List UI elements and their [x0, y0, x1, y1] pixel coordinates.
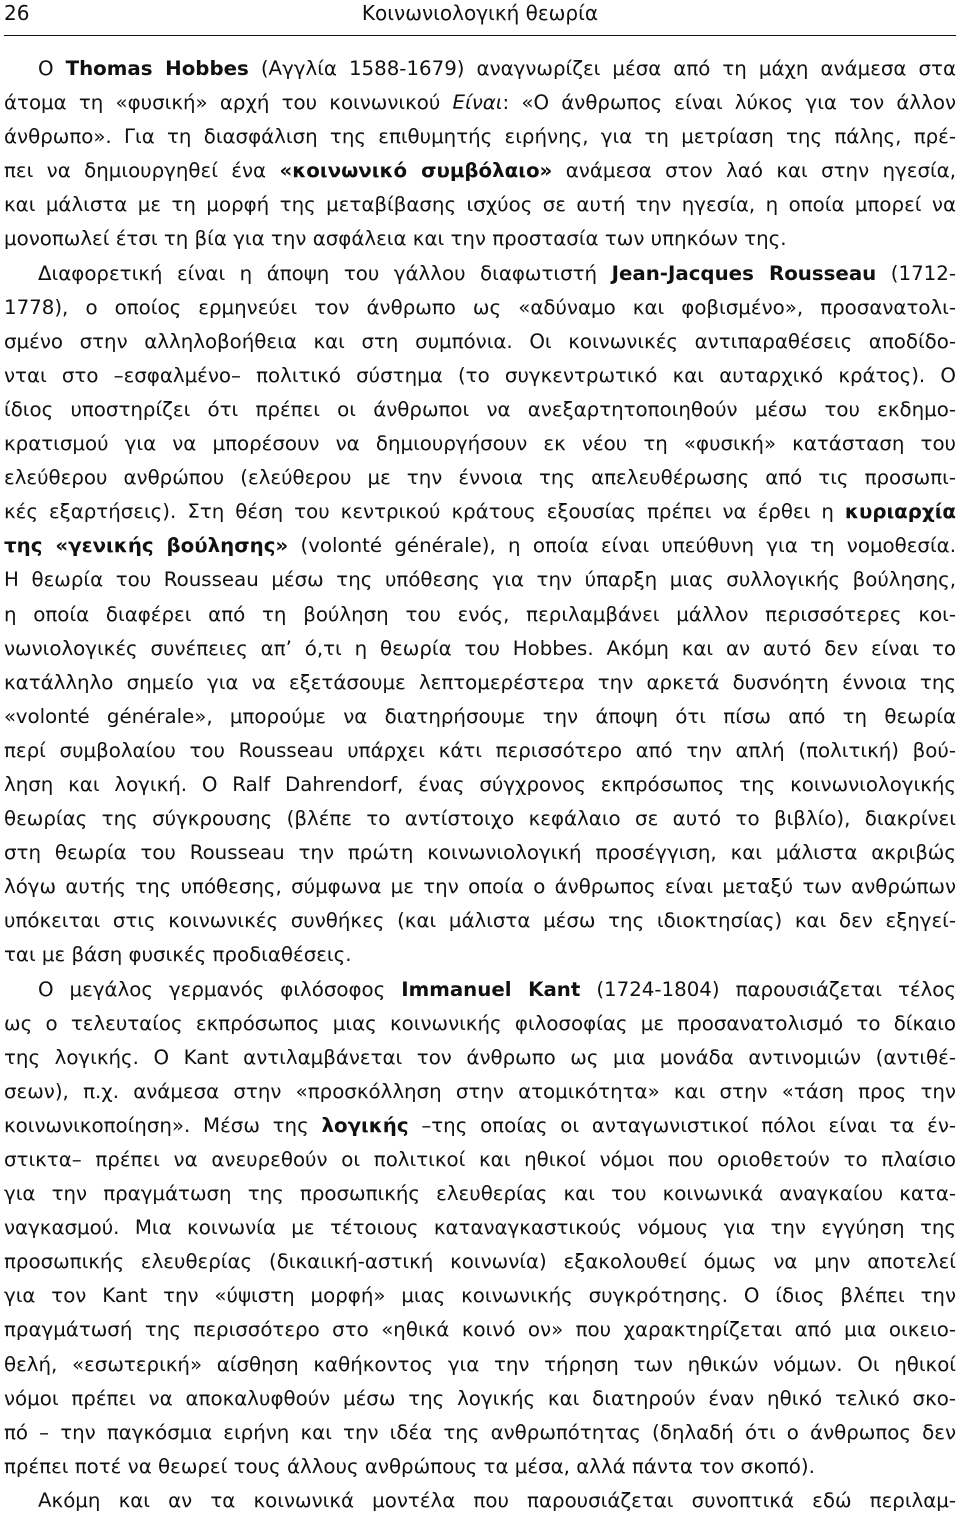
text-line [4, 257, 956, 291]
text-line [4, 1109, 956, 1143]
text-run: ανάμεσα στον λαό και στην ηγεσία, [552, 159, 957, 183]
text-line [4, 1348, 956, 1382]
text-run: η οποία διαφέρει από τη βούληση του ενός, περιλαμβάνει μάλλον περισσότερες κοι- [4, 602, 956, 626]
text-run: ναγκασμού. Μια κοινωνία με τέτοιους καταναγκαστικούς νόμους για την εγγύηση της [4, 1216, 956, 1240]
text-run: πό – την παγκόσμια ειρήνη και την ιδέα της ανθρωπότητας (δηλαδή ότι ο άνθρωπος δεν [4, 1420, 956, 1444]
text-line [4, 359, 956, 393]
page-number: 26 [4, 1, 30, 25]
text-run: για την πραγμάτωση της προσωπικής ελευθερίας και του κοινωνικά αναγκαίου κατα- [4, 1182, 956, 1206]
text-run: της λογικής. Ο Kant αντιλαμβάνεται τον άνθρωπο ως μια μονάδα αντινομιών (αντιθέ- [4, 1045, 956, 1069]
text-line [4, 802, 956, 836]
text-line [4, 86, 956, 120]
text-line [4, 1177, 956, 1211]
text-line [4, 188, 956, 222]
text-line [4, 222, 956, 256]
text-line [4, 1075, 956, 1109]
text-run: Ο μεγάλος γερμανός φιλόσοφος [38, 977, 402, 1001]
text-run: –της οποίας οι ανταγωνιστικοί πόλοι είναι τα έν- [408, 1113, 957, 1137]
text-line [4, 1382, 956, 1416]
text-line [4, 325, 956, 359]
page-header [4, 0, 956, 32]
text-line [4, 1211, 956, 1245]
bold-term: κυριαρχία [844, 500, 956, 524]
text-run: κατάλληλο σημείο για να εξετάσουμε λεπτομερέστερα την αρκετά δυσνόητη έννοια της [4, 670, 956, 694]
bold-term: Thomas Hobbes [65, 57, 249, 80]
text-run: : «Ο άνθρωπος είναι λύκος για τον άλλον [502, 91, 956, 115]
text-run: (Αγγλία 1588-1679) αναγνωρίζει μέσα από τη μάχη ανάμεσα στα [248, 57, 956, 80]
text-run: σμένο στην αλληλοβοήθεια και στη συμπόνια. Οι κοινωνικές αντιπαραθέσεις αποδίδο- [4, 329, 956, 353]
text-line [4, 938, 956, 972]
text-run: Η θεωρία του Rousseau μέσω της υπόθεσης για την ύπαρξη μιας συλλογικής βούλησης, [4, 568, 956, 592]
text-line [4, 768, 956, 802]
text-run: θελή, «εσωτερική» αίσθηση καθήκοντος για την τήρηση των ηθικών νόμων. Οι ηθικοί [4, 1352, 956, 1376]
text-line [4, 495, 956, 529]
text-line [4, 427, 956, 461]
text-run: ίδιος υποστηρίζει ότι πρέπει οι άνθρωποι να ανεξαρτητοποιηθούν μέσω του εκδημο- [4, 397, 956, 421]
header-rule [4, 35, 956, 36]
bold-term: Immanuel Kant [401, 977, 581, 1001]
text-run: και μάλιστα με τη μορφή της μεταβίβασης ισχύος σε αυτή την ηγεσία, η οποία μπορεί να [4, 193, 956, 217]
text-run: περί συμβολαίου του Rousseau υπάρχει κάτι περισσότερο από την απλή (πολιτική) βού- [4, 738, 956, 762]
text-line [4, 154, 956, 188]
text-run: ως ο τελευταίος εκπρόσωπος μιας κοινωνικής φιλοσοφίας με προσανατολισμό το δίκαιο [4, 1011, 956, 1035]
bold-term: Jean-Jacques Rousseau [611, 261, 877, 285]
text-run: λόγω αυτής της υπόθεσης, σύμφωνα με την οποία ο άνθρωπος είναι μεταξύ των ανθρώπων [4, 875, 956, 899]
text-run: προσωπικής ελευθερίας (δικαιική-αστική κοινωνία) εξακολουθεί όμως να μην αποτελεί [4, 1250, 956, 1274]
text-line [4, 1416, 956, 1450]
text-line [4, 700, 956, 734]
bold-term: «κοινωνικό συμβόλαιο» [279, 159, 553, 183]
text-line [4, 973, 956, 1007]
text-run: Ο [38, 57, 66, 80]
text-run: μονοπωλεί έτσι τη βία για την ασφάλεια και την προστασία των υπηκόων της. [4, 227, 787, 251]
text-run: (1712- [876, 261, 956, 285]
text-line [4, 1484, 956, 1518]
text-run: «volonté générale», μπορούμε να διατηρήσουμε την άποψη ότι πίσω από τη θεωρία [4, 704, 956, 728]
text-run: νόμοι πρέπει να αποκαλυφθούν μέσω της λογικής και διατηρούν έναν ηθικό τελικό σκο- [4, 1386, 956, 1410]
text-line [4, 1245, 956, 1279]
text-line [4, 666, 956, 700]
text-line [4, 563, 956, 597]
text-run: κρατισμού για να μπορέσουν να δημιουργήσουν εκ νέου τη «φυσική» κατάσταση του [4, 432, 956, 456]
text-line [4, 1450, 956, 1484]
text-run: 1778), ο οποίος ερμηνεύει τον άνθρωπο ως «αδύναμο και φοβισμένο», προσανατολι- [4, 295, 956, 319]
bold-term: λογικής [321, 1113, 409, 1137]
text-run: ελεύθερου ανθρώπου (ελεύθερου με την έννοια της απελευθέρωσης από τις προσωπι- [4, 466, 956, 490]
text-run: στικτα– πρέπει να ανευρεθούν οι πολιτικοί και ηθικοί νόμοι που οριοθετούν το πλαίσιο [4, 1148, 956, 1171]
text-line [4, 1279, 956, 1313]
text-run: σεων), π.χ. ανάμεσα στην «προσκόλληση στην ατομικότητα» και στην «τάση προς την [4, 1079, 956, 1103]
text-run: άνθρωπο». Για τη διασφάλιση της επιθυμητής ειρήνης, για τη μετρίαση της πάλης, πρέ- [4, 125, 956, 149]
text-run: κές εξαρτήσεις). Στη θέση του κεντρικού κράτους εξουσίας πρέπει να έρθει η [4, 500, 845, 524]
text-run: ληση και λογική. Ο Ralf Dahrendorf, ένας σύγχρονος εκπρόσωπος της κοινωνιολογικής [4, 772, 956, 796]
running-title: Κοινωνιολογική θεωρία [361, 1, 599, 25]
text-line [4, 1143, 956, 1177]
text-run: (1724-1804) παρουσιάζεται τέλος [580, 977, 956, 1001]
text-run: πει να δημιουργηθεί ένα [4, 159, 280, 183]
body-text [4, 52, 956, 1518]
text-run: θεωρίας της σύγκρουσης (βλέπε το αντίστοιχο κεφάλαιο σε αυτό το βιβλίο), διακρίνει [4, 807, 956, 831]
text-run: πραγμάτωσή της περισσότερο στο «ηθικά κοινό ον» που χαρακτηρίζεται από μια οικειο- [4, 1318, 956, 1342]
text-line [4, 52, 956, 86]
text-run: ται με βάση φυσικές προδιαθέσεις. [4, 943, 352, 967]
text-line [4, 529, 956, 563]
text-line [4, 1007, 956, 1041]
text-line [4, 734, 956, 768]
text-run: Ακόμη και αν τα κοινωνικά μοντέλα που παρουσιάζεται συνοπτικά εδώ περιλαμ- [38, 1488, 956, 1512]
italic-term: Είναι [452, 91, 503, 115]
bold-term: της «γενικής βούλησης» [4, 534, 289, 558]
text-line [4, 1041, 956, 1075]
text-line [4, 393, 956, 427]
text-run: κοινωνικοποίηση». Μέσω της [4, 1113, 322, 1137]
text-run: (volonté générale), η οποία είναι υπεύθυνη για τη νομοθεσία. [288, 534, 956, 558]
text-line [4, 904, 956, 938]
text-run: πρέπει ποτέ να θεωρεί τους άλλους ανθρώπους τα μέσα, αλλά πάντα τον σκοπό). [4, 1454, 815, 1478]
text-line [4, 1313, 956, 1347]
text-line [4, 461, 956, 495]
text-line [4, 291, 956, 325]
text-line [4, 598, 956, 632]
text-run: νωνιολογικές συνέπειες απ’ ό,τι η θεωρία του Hobbes. Ακόμη και αν αυτό δεν είναι το [4, 636, 956, 660]
text-line [4, 870, 956, 904]
text-line [4, 836, 956, 870]
text-run: Διαφορετική είναι η άποψη του γάλλου διαφωτιστή [38, 261, 612, 285]
text-run: νται στο –εσφαλμένο– πολιτικό σύστημα (το συγκεντρωτικό και αυταρχικό κράτος). Ο [4, 363, 956, 387]
text-run: υπόκειται στις κοινωνικές συνθήκες (και μάλιστα μέσω της ιδιοκτησίας) και δεν εξηγεί- [4, 909, 956, 933]
text-run: στη θεωρία του Rousseau την πρώτη κοινωνιολογική προσέγγιση, και μάλιστα ακριβώς [4, 841, 956, 865]
text-run: για τον Kant την «ύψιστη μορφή» μιας κοινωνικής συγκρότησης. Ο ίδιος βλέπει την [4, 1284, 956, 1308]
text-line [4, 120, 956, 154]
text-line [4, 632, 956, 666]
text-run: άτομα τη «φυσική» αρχή του κοινωνικού [4, 91, 453, 115]
